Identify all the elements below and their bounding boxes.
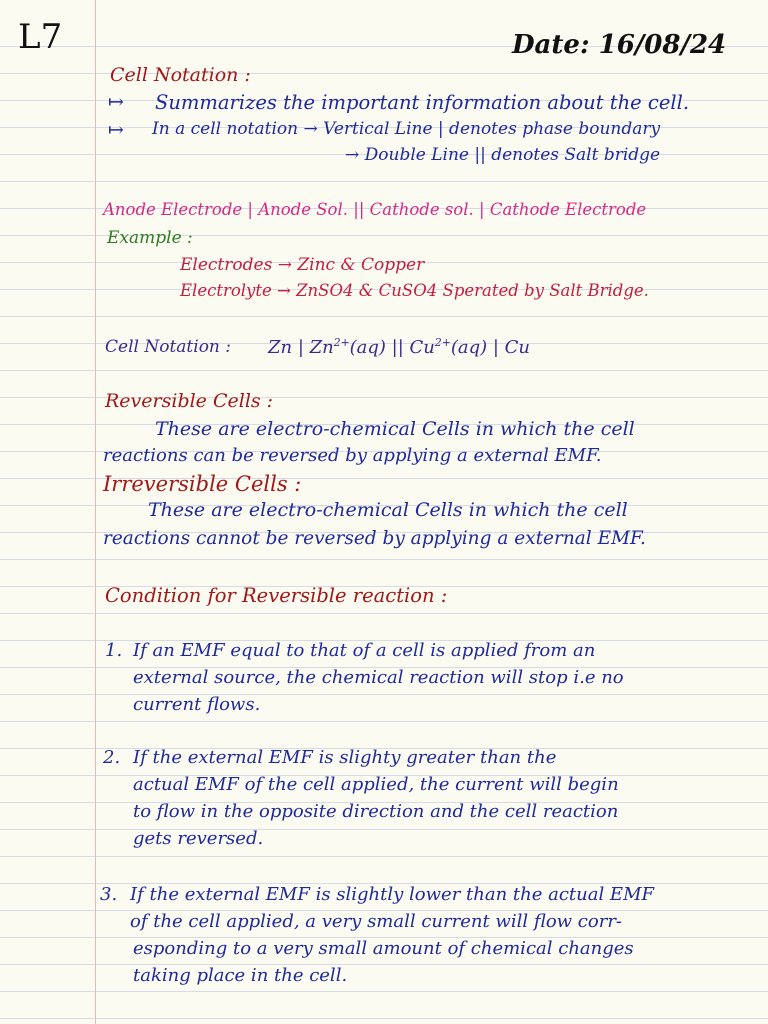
example-label: Example : bbox=[107, 228, 193, 248]
electrodes-line: Electrodes → Zinc & Copper bbox=[180, 255, 425, 275]
bullet-arrow-1: ↦ bbox=[108, 91, 124, 113]
cell-notation-formula: Zn | $Zn^{2+}(aq)$ || $Cu^{2+}(aq)$ | Cu bbox=[268, 336, 530, 358]
date bbox=[512, 32, 726, 58]
irreversible-line-1: These are electro-chemical Cells in which the cell bbox=[148, 499, 628, 521]
bullet-2: In a cell notation → Vertical Line | denotes phase boundary bbox=[152, 119, 661, 139]
date-label: Date: bbox=[512, 30, 590, 60]
bullet-1: Summarizes the important information about the cell. bbox=[155, 91, 690, 114]
condition-3-line-1: If the external EMF is slightly lower than the actual EMF bbox=[130, 884, 654, 905]
condition-3-line-4: taking place in the cell. bbox=[133, 965, 348, 986]
condition-2-line-4: gets reversed. bbox=[133, 828, 264, 849]
reversible-heading: Reversible Cells : bbox=[105, 390, 274, 412]
condition-2-number: 2. bbox=[103, 747, 121, 768]
condition-3-number: 3. bbox=[100, 884, 118, 905]
condition-1-number: 1. bbox=[105, 640, 123, 661]
condition-1-line-1: If an EMF equal to that of a cell is applied from an bbox=[133, 640, 596, 661]
conditions-heading: Condition for Reversible reaction : bbox=[105, 584, 448, 607]
condition-3-line-2: of the cell applied, a very small current will flow corr- bbox=[130, 911, 623, 932]
cell-notation-heading: Cell Notation : bbox=[110, 64, 251, 86]
condition-1-line-3: current flows. bbox=[133, 694, 261, 715]
bullet-2-continuation: → Double Line || denotes Salt bridge bbox=[345, 145, 661, 165]
date-value: 16/08/24 bbox=[598, 30, 727, 60]
reversible-line-2: reactions can be reversed by applying a external EMF. bbox=[103, 445, 602, 466]
condition-1-line-2: external source, the chemical reaction will stop i.e no bbox=[133, 667, 624, 688]
condition-2-line-1: If the external EMF is slighty greater than the bbox=[133, 747, 557, 768]
condition-3-line-3: esponding to a very small amount of chemical changes bbox=[133, 938, 634, 959]
reversible-line-1: These are electro-chemical Cells in which the cell bbox=[155, 418, 635, 440]
bullet-arrow-2: ↦ bbox=[108, 119, 124, 141]
electrolyte-line: Electrolyte → ZnSO4 & CuSO4 Sperated by Salt Bridge. bbox=[180, 281, 649, 300]
condition-2-line-3: to flow in the opposite direction and the cell reaction bbox=[133, 801, 619, 822]
irreversible-heading: Irreversible Cells : bbox=[103, 472, 302, 496]
cell-notation-label: Cell Notation : bbox=[105, 337, 232, 357]
irreversible-line-2: reactions cannot be reversed by applying a external EMF. bbox=[103, 528, 646, 549]
condition-2-line-2: actual EMF of the cell applied, the current will begin bbox=[133, 774, 619, 795]
margin-line bbox=[95, 0, 96, 1024]
general-cell-notation: Anode Electrode | Anode Sol. || Cathode sol. | Cathode Electrode bbox=[103, 200, 647, 219]
lecture-label: L7 bbox=[18, 17, 63, 57]
